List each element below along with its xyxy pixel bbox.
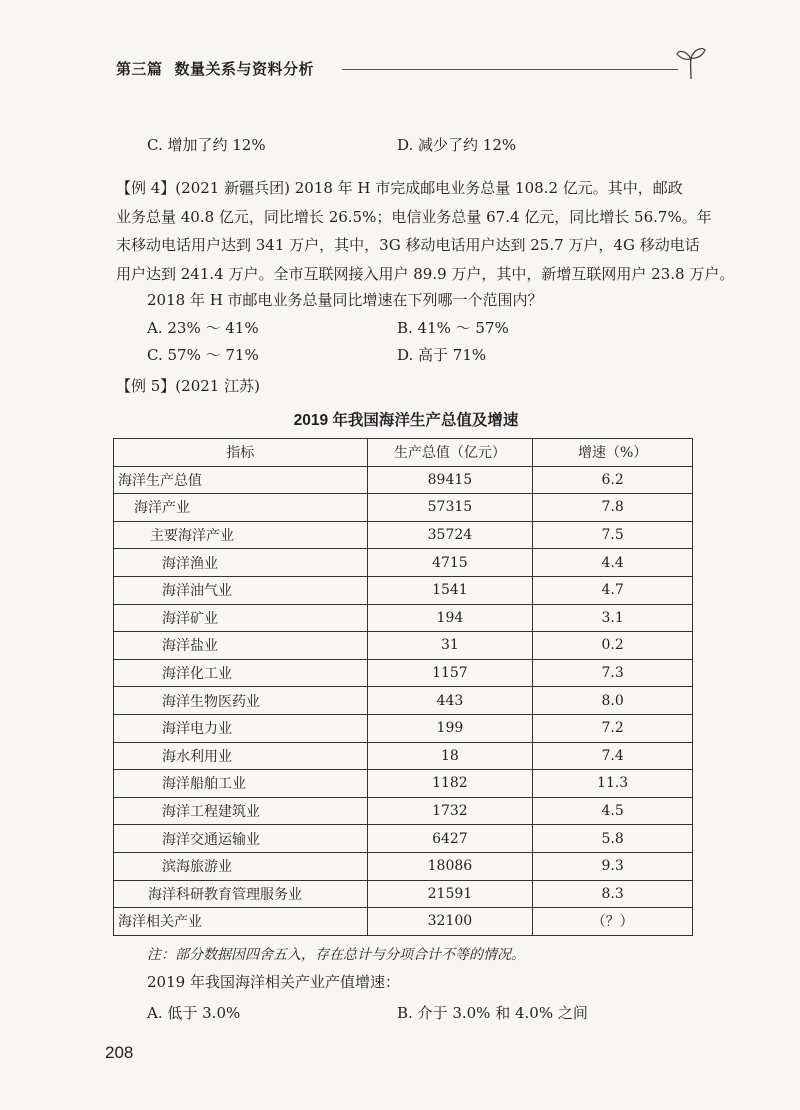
option-a: A. 23% ～ 41% (147, 319, 259, 337)
example4-line: 【例 4】(2021 新疆兵团) 2018 年 H 市完成邮电业务总量 108.2 亿元。其中，邮政 (116, 179, 683, 197)
growth-cell: 4.5 (533, 797, 693, 825)
page-number: 208 (105, 1043, 134, 1062)
column-header: 生产总值（亿元） (367, 439, 533, 467)
value-cell: 6427 (367, 825, 533, 853)
indicator-cell: 海洋盐业 (114, 632, 368, 660)
table-row (114, 825, 693, 853)
growth-cell: 9.3 (533, 852, 693, 880)
example4-line: 业务总量 40.8 亿元，同比增长 26.5%；电信业务总量 67.4 亿元，同比增长 56.7%。年 (116, 207, 712, 226)
indicator-cell: 海洋化工业 (114, 659, 368, 687)
growth-cell: 3.1 (533, 604, 693, 632)
value-cell: 194 (367, 604, 533, 632)
growth-cell: 7.8 (533, 494, 693, 522)
table-row (114, 659, 693, 687)
indicator-cell: 海洋生物医药业 (114, 687, 368, 715)
value-cell: 89415 (367, 466, 533, 494)
table-row (114, 521, 693, 549)
example4-line: 用户达到 241.4 万户。全市互联网接入用户 89.9 万户，其中，新增互联网用户 23.8 万户。 (116, 264, 735, 283)
indicator-cell: 海洋电力业 (114, 714, 368, 742)
table-row (114, 852, 693, 880)
example4-options-row-1 (147, 317, 707, 341)
growth-cell: 4.4 (533, 549, 693, 577)
sprout-icon (676, 46, 706, 80)
option-d: D. 减少了约 12% (397, 136, 517, 154)
growth-cell: 11.3 (533, 770, 693, 798)
value-cell: 35724 (367, 521, 533, 549)
example4-options-row-2 (147, 344, 707, 368)
value-cell: 18 (367, 742, 533, 770)
table-row (114, 797, 693, 825)
growth-cell: 7.3 (533, 659, 693, 687)
example5-label: 【例 5】(2021 江苏) (116, 377, 260, 395)
indicator-cell: 滨海旅游业 (114, 852, 368, 880)
value-cell: 1182 (367, 770, 533, 798)
option-b: B. 介于 3.0% 和 4.0% 之间 (397, 1004, 588, 1022)
growth-cell: 7.5 (533, 521, 693, 549)
value-cell: 199 (367, 714, 533, 742)
header-rule (342, 69, 678, 70)
table-row (114, 604, 693, 632)
table-row (114, 714, 693, 742)
indicator-cell: 海洋船舶工业 (114, 770, 368, 798)
table-row (114, 742, 693, 770)
value-cell: 31 (367, 632, 533, 660)
indicator-cell: 海洋生产总值 (114, 466, 368, 494)
growth-cell: 0.2 (533, 632, 693, 660)
growth-cell: 8.0 (533, 687, 693, 715)
option-a: A. 低于 3.0% (147, 1004, 241, 1022)
table-row (114, 549, 693, 577)
indicator-cell: 海洋产业 (114, 494, 368, 522)
value-cell: 57315 (367, 494, 533, 522)
prev-options-row (147, 134, 707, 158)
indicator-cell: 海洋渔业 (114, 549, 368, 577)
column-header: 指标 (114, 439, 368, 467)
table-row (114, 494, 693, 522)
value-cell: 1732 (367, 797, 533, 825)
chapter-subtitle: 数量关系与资料分析 (174, 61, 315, 78)
value-cell: 1157 (367, 659, 533, 687)
indicator-cell: 海洋矿业 (114, 604, 368, 632)
growth-cell: 8.3 (533, 880, 693, 908)
indicator-cell: 海洋交通运输业 (114, 825, 368, 853)
growth-cell: 4.7 (533, 576, 693, 604)
table-header-row (114, 439, 693, 467)
value-cell: 443 (367, 687, 533, 715)
indicator-cell: 海水利用业 (114, 742, 368, 770)
indicator-cell: 海洋油气业 (114, 576, 368, 604)
growth-cell: 6.2 (533, 466, 693, 494)
value-cell: 21591 (367, 880, 533, 908)
header-title (116, 58, 314, 79)
ocean-gdp-table (113, 438, 693, 936)
option-b: B. 41% ～ 57% (397, 319, 509, 337)
table-row (114, 770, 693, 798)
value-cell: 18086 (367, 852, 533, 880)
table-note: 注：部分数据因四舍五入，存在总计与分项合计不等的情况。 (147, 947, 525, 963)
table-row (114, 632, 693, 660)
growth-cell: 7.4 (533, 742, 693, 770)
growth-cell: （？） (533, 908, 693, 936)
indicator-cell: 海洋科研教育管理服务业 (114, 880, 368, 908)
example5-question: 2019 年我国海洋相关产业产值增速： (147, 973, 400, 991)
indicator-cell: 主要海洋产业 (114, 521, 368, 549)
value-cell: 32100 (367, 908, 533, 936)
example4-line: 末移动电话用户达到 341 万户，其中，3G 移动电话用户达到 25.7 万户，4G 移动电话 (116, 236, 700, 254)
indicator-cell: 海洋工程建筑业 (114, 797, 368, 825)
column-header: 增速（%） (533, 439, 693, 467)
value-cell: 4715 (367, 549, 533, 577)
indicator-cell: 海洋相关产业 (114, 908, 368, 936)
example4-question: 2018 年 H 市邮电业务总量同比增速在下列哪一个范围内？ (147, 291, 543, 309)
example4-paragraph (116, 174, 735, 288)
table-row (114, 466, 693, 494)
value-cell: 1541 (367, 576, 533, 604)
table-row (114, 908, 693, 936)
option-c: C. 增加了约 12% (147, 136, 266, 154)
table-row (114, 576, 693, 604)
option-d: D. 高于 71% (397, 346, 487, 364)
table-title: 2019 年我国海洋生产总值及增速 (293, 412, 519, 429)
table-row (114, 687, 693, 715)
growth-cell: 7.2 (533, 714, 693, 742)
option-c: C. 57% ～ 71% (147, 346, 259, 364)
running-header (116, 52, 706, 80)
growth-cell: 5.8 (533, 825, 693, 853)
table-row (114, 880, 693, 908)
example5-options-row (147, 1002, 707, 1026)
chapter-label: 第三篇 (116, 61, 163, 78)
